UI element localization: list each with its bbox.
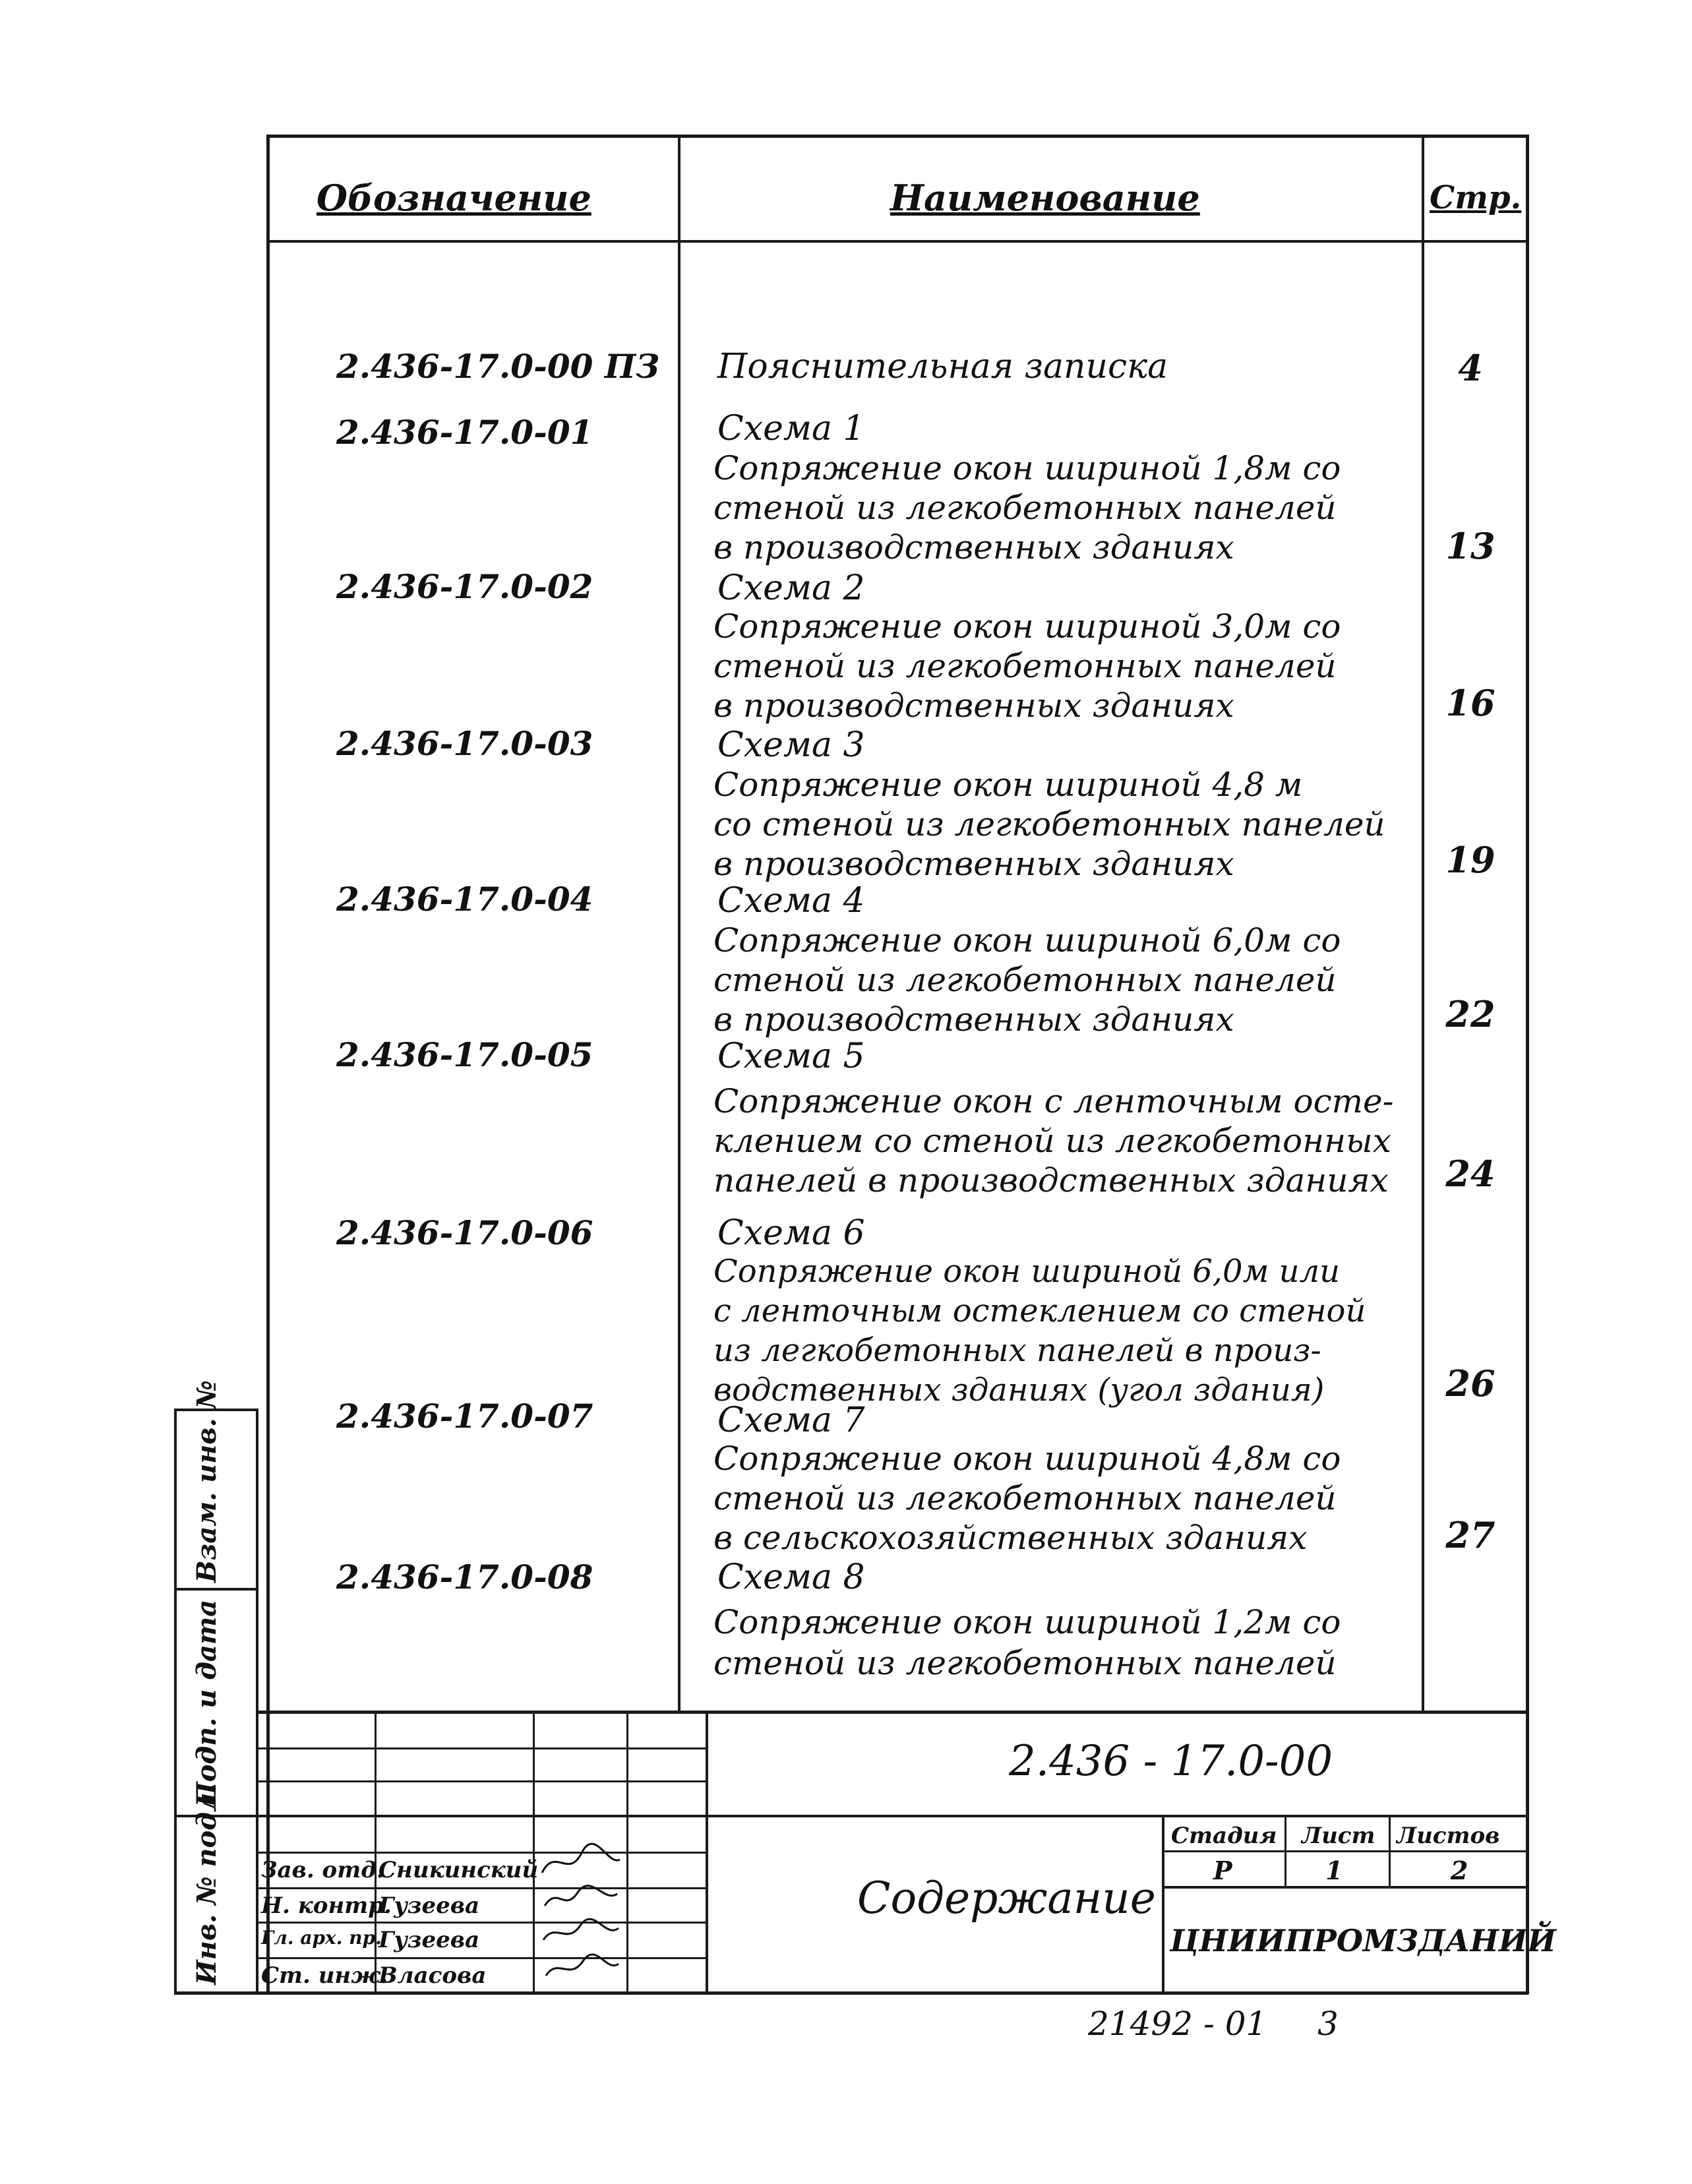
- entry-title: Схема 7: [717, 1401, 865, 1440]
- sheets-value: 2: [1451, 1856, 1468, 1885]
- entry-code: 2.436-17.0-00 ПЗ: [336, 347, 660, 386]
- entry-desc-line: Сопряжение окон шириной 4,8м со: [713, 1440, 1341, 1478]
- frame-bottom: [174, 1991, 1528, 1995]
- tb-h1: [257, 1747, 706, 1749]
- entry-title: Схема 2: [717, 568, 865, 608]
- entry-code: 2.436-17.0-08: [336, 1558, 593, 1596]
- side-label-inv-dup: Взам. инв. №: [191, 1380, 222, 1583]
- entry-desc-line: панелей в производственных зданиях: [713, 1161, 1389, 1199]
- staff-role: Гл. арх. пр.: [261, 1927, 382, 1949]
- header-underline: [269, 240, 1528, 243]
- entry-code: 2.436-17.0-01: [336, 413, 593, 452]
- entry-desc-line: водственных зданиях (угол здания): [713, 1372, 1325, 1409]
- col-divider-1: [678, 135, 680, 1711]
- margin-strip-div-1: [174, 1588, 258, 1591]
- header-name: Наименование: [890, 177, 1200, 219]
- staff-name: Сникинский: [378, 1857, 539, 1883]
- entry-title: Схема 3: [717, 725, 865, 765]
- entry-desc-line: Сопряжение окон шириной 3,0м со: [713, 607, 1341, 646]
- staff-role: Зав. отд.: [261, 1857, 384, 1883]
- staff-role: Ст. инж.: [261, 1962, 388, 1989]
- staff-name: Гузеева: [378, 1927, 480, 1953]
- doc-code: 2.436 - 17.0-00: [1009, 1737, 1333, 1786]
- entry-desc-line: Сопряжение окон шириной 1,2м со: [713, 1603, 1341, 1641]
- side-label-inv-orig: Инв. № подл.: [191, 1783, 222, 1985]
- entry-page: 4: [1458, 347, 1483, 389]
- entry-title: Схема 1: [717, 409, 865, 448]
- tb-stage-h2: [1162, 1886, 1528, 1889]
- entry-desc-line: со стеной из легкобетонных панелей: [713, 805, 1385, 843]
- tb-right-v: [1162, 1815, 1164, 1994]
- entry-desc-line: стеной из легкобетонных панелей: [713, 647, 1337, 685]
- header-designation: Обозначение: [317, 177, 591, 219]
- signature-marks: [535, 1840, 625, 1993]
- frame-left: [266, 135, 270, 1994]
- organization: ЦНИИПРОМЗДАНИЙ: [1170, 1923, 1556, 1958]
- sheet-label: Лист: [1302, 1823, 1375, 1849]
- entry-desc-line: стеной из легкобетонных панелей: [713, 1479, 1337, 1517]
- entry-title: Схема 8: [717, 1558, 865, 1597]
- entry-desc-line: в сельскохозяйственных зданиях: [713, 1519, 1308, 1557]
- entry-desc-line: Сопряжение окон шириной 6,0м со: [713, 921, 1341, 959]
- title-block-top: [257, 1711, 1528, 1714]
- entry-desc-line: Сопряжение окон шириной 1,8м со: [713, 449, 1341, 487]
- frame-top: [269, 135, 1528, 138]
- page-number: 3: [1317, 2005, 1339, 2043]
- entry-title: Схема 4: [717, 881, 865, 921]
- entry-title: Схема 5: [717, 1037, 865, 1076]
- tb-v4: [706, 1711, 708, 1994]
- entry-code: 2.436-17.0-04: [336, 880, 593, 919]
- entry-desc-line: в производственных зданиях: [713, 1000, 1234, 1039]
- entry-desc-line: из легкобетонных панелей в произ-: [713, 1332, 1321, 1369]
- margin-strip-left: [174, 1409, 177, 1994]
- tb-h7: [257, 1957, 706, 1959]
- tb-h6: [257, 1922, 706, 1924]
- entry-desc-line: стеной из легкобетонных панелей: [713, 1644, 1337, 1682]
- entry-page: 24: [1445, 1153, 1496, 1195]
- entry-page: 26: [1445, 1362, 1496, 1405]
- entry-page: 27: [1445, 1514, 1496, 1556]
- entry-desc-line: в производственных зданиях: [713, 845, 1234, 883]
- entry-page: 16: [1445, 682, 1496, 724]
- tb-h3: [257, 1815, 1528, 1817]
- entry-desc-line: в производственных зданиях: [713, 686, 1234, 725]
- col-divider-2: [1422, 135, 1424, 1711]
- entry-page: 19: [1445, 839, 1496, 881]
- stage-value: Р: [1213, 1856, 1232, 1885]
- entry-desc-line: Сопряжение окон шириной 6,0м или: [713, 1253, 1341, 1290]
- entry-desc-line: стеной из легкобетонных панелей: [713, 489, 1337, 527]
- sheet-value: 1: [1325, 1856, 1343, 1885]
- tb-stage-h1: [1162, 1850, 1528, 1852]
- entry-code: 2.436-17.0-03: [336, 724, 593, 763]
- entry-code: 2.436-17.0-02: [336, 567, 593, 606]
- entry-page: 13: [1445, 525, 1496, 567]
- staff-name: Гузеева: [378, 1893, 480, 1919]
- entry-page: 22: [1445, 993, 1496, 1035]
- entry-title: Пояснительная записка: [717, 347, 1168, 386]
- tb-h2: [257, 1780, 706, 1782]
- entry-desc-line: Сопряжение окон шириной 4,8 м: [713, 766, 1303, 804]
- entry-code: 2.436-17.0-05: [336, 1035, 593, 1074]
- header-page: Стр.: [1430, 179, 1522, 216]
- doc-title: Содержание: [857, 1873, 1156, 1924]
- entry-title: Схема 6: [717, 1213, 865, 1253]
- stage-label: Стадия: [1171, 1823, 1277, 1849]
- entry-desc-line: с ленточным остеклением со стеной: [713, 1292, 1366, 1329]
- side-label-sign-date: Подп. и дата: [191, 1599, 222, 1807]
- entry-desc-line: клением со стеной из легкобетонных: [713, 1122, 1391, 1160]
- entry-code: 2.436-17.0-06: [336, 1213, 593, 1252]
- entry-desc-line: в производственных зданиях: [713, 528, 1234, 566]
- archive-number: 21492 - 01: [1088, 2005, 1267, 2043]
- tb-h4: [257, 1852, 706, 1854]
- sheets-label: Листов: [1397, 1823, 1500, 1849]
- entry-desc-line: стеной из легкобетонных панелей: [713, 961, 1337, 999]
- tb-h5: [257, 1887, 706, 1889]
- staff-role: Н. контр.: [261, 1893, 392, 1919]
- frame-right: [1526, 135, 1529, 1994]
- entry-desc-line: Сопряжение окон с ленточным осте-: [713, 1082, 1394, 1120]
- margin-strip-right: [256, 1409, 258, 1994]
- staff-name: Власова: [378, 1962, 487, 1989]
- entry-code: 2.436-17.0-07: [336, 1397, 593, 1436]
